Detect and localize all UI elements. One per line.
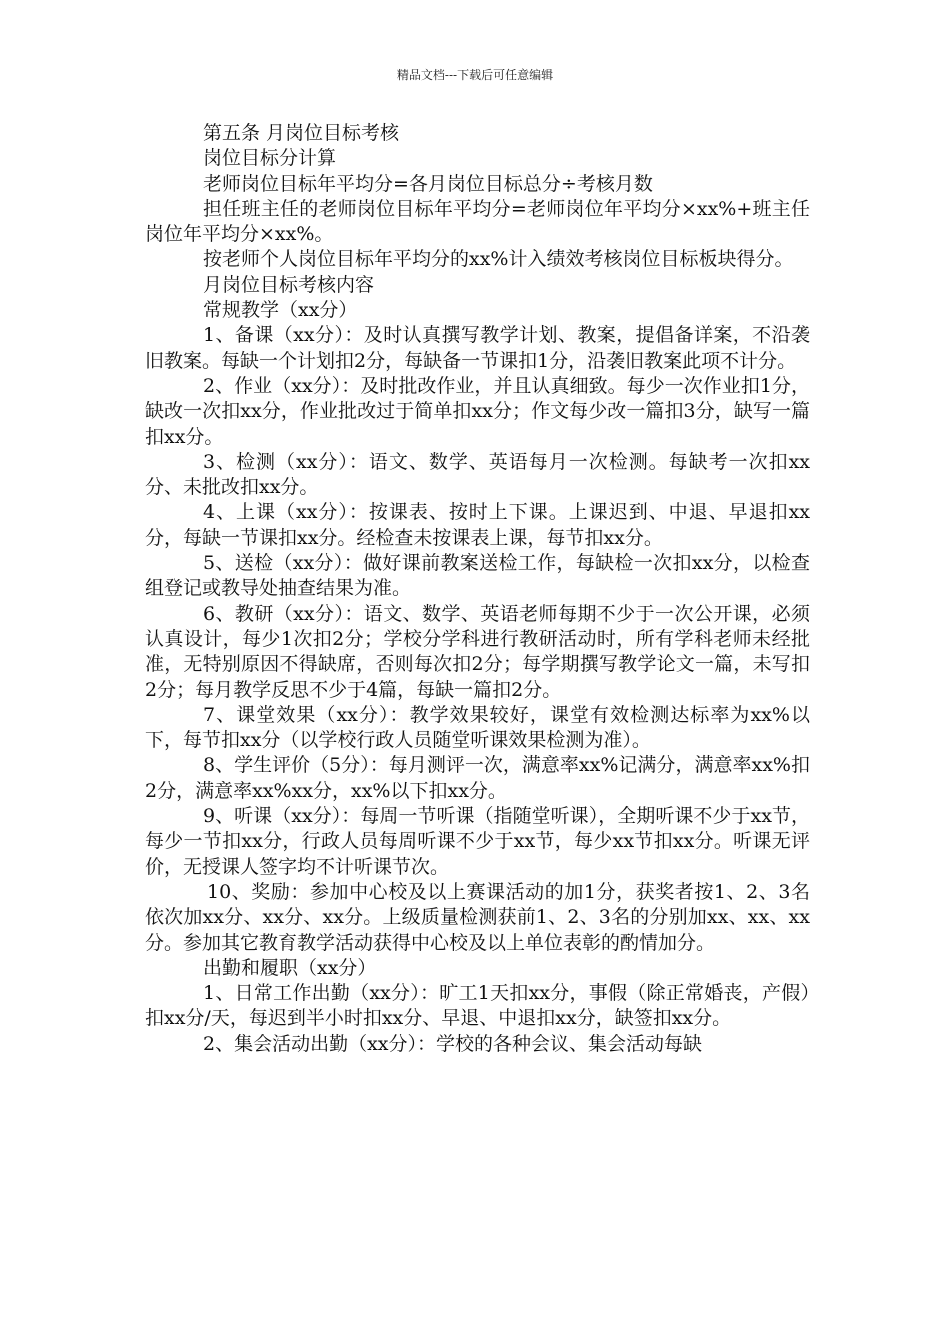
list-item: 1、日常工作出勤（xx分）：旷工1天扣xx分，事假（除正常婚丧，产假）扣xx分/天，每迟到半小时扣xx分、早退、中退扣xx分，缺签扣xx分。 (145, 982, 810, 1030)
subsection-heading: 岗位目标分计算 (203, 147, 337, 170)
list-item: 9、听课（xx分）：每周一节听课（指随堂听课），全期听课不少于xx节，每少一节扣xx分，行政人员每周听课不少于xx节，每少xx节扣xx分。听课无评价，无授课人签字均不计听课节次。 (145, 805, 810, 878)
list-item: 6、教研（xx分）：语文、数学、英语老师每期不少于一次公开课，必须认真设计，每少1次扣2分；学校分学科进行教研活动时，所有学科老师未经批准，无特别原因不得缺席，否则每次扣2分；每学期撰写教学论文一篇，未写扣2分；每月教学反思不少于4篇，每缺一篇扣2分。 (145, 602, 810, 701)
page-header: 精品文档---下载后可任意编辑 (396, 68, 554, 82)
list-item: 7、课堂效果（xx分）：教学效果较好，课堂有效检测达标率为xx%以下，每节扣xx分（以学校行政人员随堂听课效果检测为准）。 (145, 703, 810, 752)
subsection-heading: 月岗位目标考核内容 (203, 273, 375, 296)
list-item: 10、奖励：参加中心校及以上赛课活动的加1分，获奖者按1、2、3名依次加xx分、xx分、xx分。上级质量检测获前1、2、3名的分别加xx、xx、xx分。参加其它教育教学活动获得中心校及以上单位表彰的酌情加分。 (145, 880, 810, 954)
list-item: 1、备课（xx分）：及时认真撰写教学计划、教案，提倡备详案，不沿袭旧教案。每缺一个计划扣2分，每缺备一节课扣1分，沿袭旧教案此项不计分。 (145, 324, 810, 372)
list-item: 2、作业（xx分）：及时批改作业，并且认真细致。每少一次作业扣1分，缺改一次扣xx分，作业批改过于简单扣xx分；作文每少改一篇扣3分，缺写一篇扣xx分。 (145, 374, 810, 448)
list-item: 8、学生评价（5分）：每月测评一次，满意率xx%记满分，满意率xx%扣2分，满意率xx%xx分，xx%以下扣xx分。 (145, 754, 810, 802)
paragraph: 按老师个人岗位目标年平均分的xx%计入绩效考核岗位目标板块得分。 (203, 248, 794, 271)
paragraph: 担任班主任的老师岗位目标年平均分=老师岗位年平均分×xx%+班主任岗位年平均分×xx%。 (145, 197, 810, 246)
list-item: 2、集会活动出勤（xx分）：学校的各种会议、集会活动每缺 (203, 1032, 703, 1055)
document-body (145, 121, 810, 1057)
subsection-heading: 出勤和履职（xx分） (203, 956, 377, 979)
list-item: 3、检测（xx分）：语文、数学、英语每月一次检测。每缺考一次扣xx分、未批改扣xx分。 (145, 450, 810, 499)
list-item: 5、送检（xx分）：做好课前教案送检工作，每缺检一次扣xx分，以检查组登记或教导处抽查结果为准。 (145, 552, 810, 600)
subsection-heading: 常规教学（xx分） (203, 299, 358, 322)
section-title: 第五条 月岗位目标考核 (203, 122, 400, 144)
list-item: 4、上课（xx分）：按课表、按时上下课。上课迟到、中退、早退扣xx分，每缺一节课扣xx分。经检查未按课表上课，每节扣xx分。 (145, 501, 810, 549)
paragraph: 老师岗位目标年平均分=各月岗位目标总分÷考核月数 (203, 172, 653, 195)
